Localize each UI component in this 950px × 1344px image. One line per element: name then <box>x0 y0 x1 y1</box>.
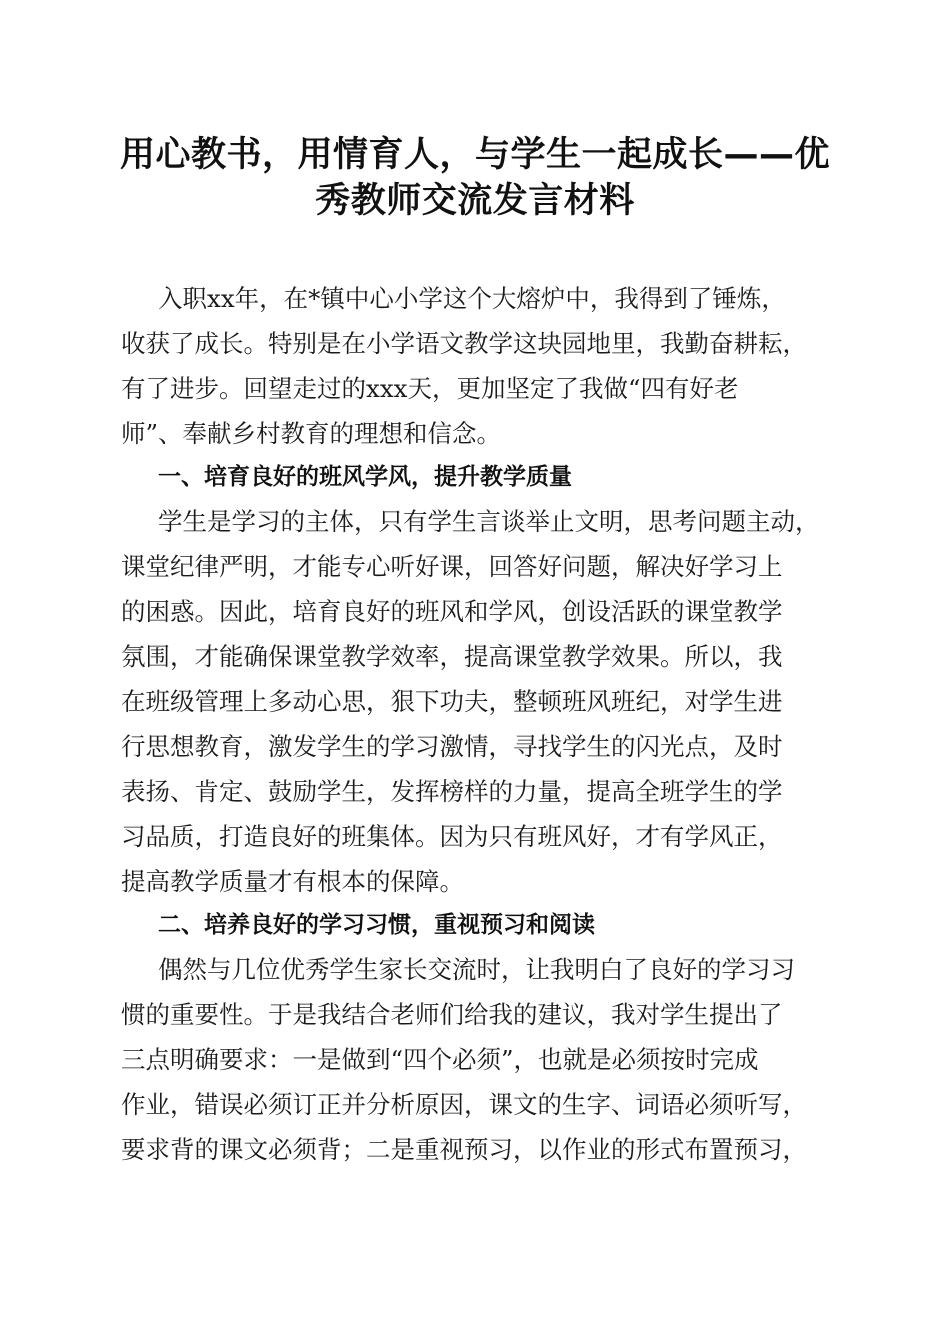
document-title <box>100 132 850 224</box>
section-1-line-2: 课堂纪律严明，才能专心听好课，回答好问题，解决好学习上 <box>121 552 783 581</box>
intro-line-2: 收获了成长。特别是在小学语文教学这块园地里，我勤奋耕耘， <box>121 329 807 358</box>
section-2-line-5: 要求背的课文必须背；二是重视预习，以作业的形式布置预习， <box>121 1135 807 1164</box>
intro-line-4: 师”、奉献乡村教育的理想和信念。 <box>121 419 502 448</box>
section-1-line-9: 提高教学质量才有根本的保障。 <box>121 867 464 896</box>
title-line-2: 秀教师交流发言材料 <box>315 181 635 221</box>
section-1-line-3: 的困惑。因此，培育良好的班风和学风，创设活跃的课堂教学 <box>121 597 783 626</box>
section-2-line-3: 三点明确要求：一是做到“四个必须”，也就是必须按时完成 <box>121 1045 759 1074</box>
section-1-line-1: 学生是学习的主体，只有学生言谈举止文明，思考问题主动， <box>158 507 820 536</box>
title-line-1: 用心教书，用情育人，与学生一起成长——优 <box>119 135 830 175</box>
section-1-line-7: 表扬、肯定、鼓励学生，发挥榜样的力量，提高全班学生的学 <box>121 777 783 806</box>
section-2-line-4: 作业，错误必须订正并分析原因，课文的生字、词语必须听写， <box>121 1090 807 1119</box>
section-2-line-1: 偶然与几位优秀学生家长交流时，让我明白了良好的学习习 <box>158 955 795 984</box>
section-1-line-6: 行思想教育，激发学生的学习激情，寻找学生的闪光点，及时 <box>121 732 783 761</box>
intro-line-1: 入职xx年，在*镇中心小学这个大熔炉中，我得到了锤炼， <box>158 284 786 313</box>
intro-line-3: 有了进步。回望走过的xxx天，更加坚定了我做“四有好老 <box>121 374 739 403</box>
section-1-heading: 一、培育良好的班风学风，提升教学质量 <box>158 464 572 490</box>
section-1-line-4: 氛围，才能确保课堂教学效率，提高课堂教学效果。所以，我 <box>121 642 783 671</box>
section-2-line-2: 惯的重要性。于是我结合老师们给我的建议，我对学生提出了 <box>121 1000 783 1029</box>
section-2-heading: 二、培养良好的学习习惯，重视预习和阅读 <box>158 912 595 938</box>
section-1-line-8: 习品质，打造良好的班集体。因为只有班风好，才有学风正， <box>121 822 783 851</box>
section-1-line-5: 在班级管理上多动心思，狠下功夫，整顿班风班纪，对学生进 <box>121 687 783 716</box>
